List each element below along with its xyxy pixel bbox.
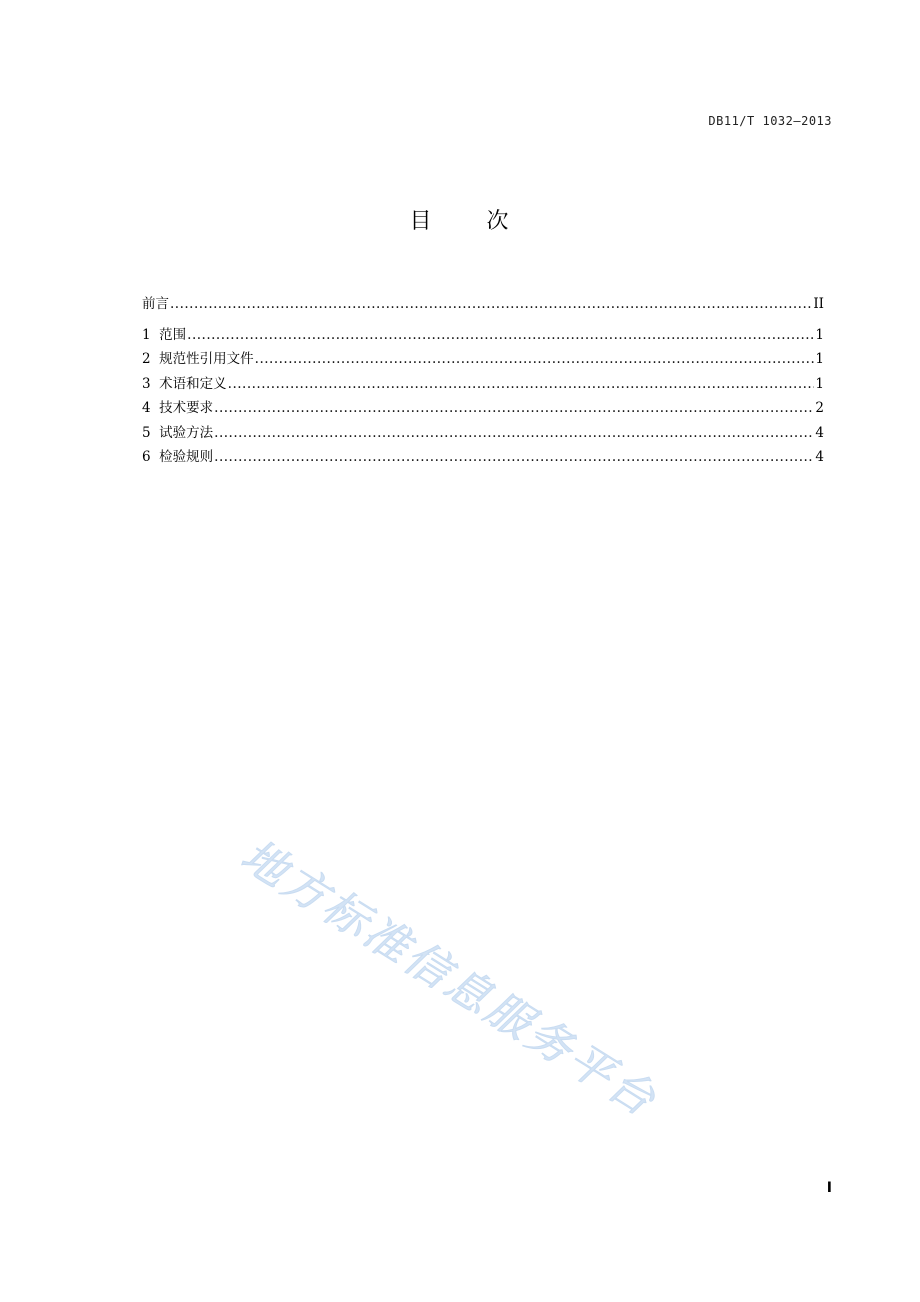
- toc-entry-label: 技术要求: [159, 400, 214, 416]
- toc-entry-label: 前言: [142, 296, 169, 312]
- toc-dot-leader: [214, 396, 814, 421]
- toc-entry-number: 5: [142, 424, 160, 441]
- table-of-contents: [142, 292, 824, 470]
- toc-entry-page: 2: [815, 400, 824, 416]
- page-number: I: [826, 1180, 832, 1196]
- toc-title-char-2: 次: [486, 209, 511, 234]
- toc-entry-label: 试验方法: [159, 424, 214, 441]
- toc-dot-leader: [228, 372, 815, 397]
- document-code: DB11/T 1032—2013: [708, 114, 832, 128]
- toc-dot-leader: [187, 323, 814, 348]
- toc-entry-scope[interactable]: [142, 323, 824, 348]
- toc-dot-leader: [255, 347, 815, 372]
- toc-entry-page: 1: [815, 375, 824, 392]
- toc-entry-technical-requirements[interactable]: [142, 396, 824, 421]
- toc-entry-number: 1: [142, 326, 160, 343]
- toc-entry-number: 3: [142, 375, 160, 392]
- toc-dot-leader: [214, 421, 814, 446]
- toc-entry-normative-references[interactable]: [142, 347, 824, 372]
- watermark: 地方标准信息服务平台: [232, 829, 667, 1128]
- toc-entry-foreword[interactable]: [142, 292, 824, 317]
- toc-entry-number: 2: [142, 351, 160, 367]
- toc-entry-label: 术语和定义: [159, 375, 227, 392]
- toc-entry-label: 范围: [159, 326, 187, 343]
- toc-entry-page: 4: [815, 424, 824, 441]
- toc-entry-terms-definitions[interactable]: [142, 372, 824, 397]
- toc-entry-test-methods[interactable]: [142, 421, 824, 446]
- toc-entry-page: 1: [815, 351, 824, 367]
- toc-entry-number: 6: [142, 449, 160, 465]
- toc-title: [0, 204, 920, 235]
- toc-entry-number: 4: [142, 400, 160, 416]
- toc-entry-label: 规范性引用文件: [159, 351, 254, 367]
- toc-entry-page: 1: [815, 326, 824, 343]
- toc-title-char-1: 目: [409, 209, 434, 234]
- toc-entry-page: II: [813, 296, 824, 312]
- toc-entry-page: 4: [815, 449, 824, 465]
- toc-dot-leader: [214, 445, 814, 470]
- toc-entry-label: 检验规则: [159, 449, 214, 465]
- toc-dot-leader: [170, 292, 812, 317]
- toc-entry-inspection-rules[interactable]: [142, 445, 824, 470]
